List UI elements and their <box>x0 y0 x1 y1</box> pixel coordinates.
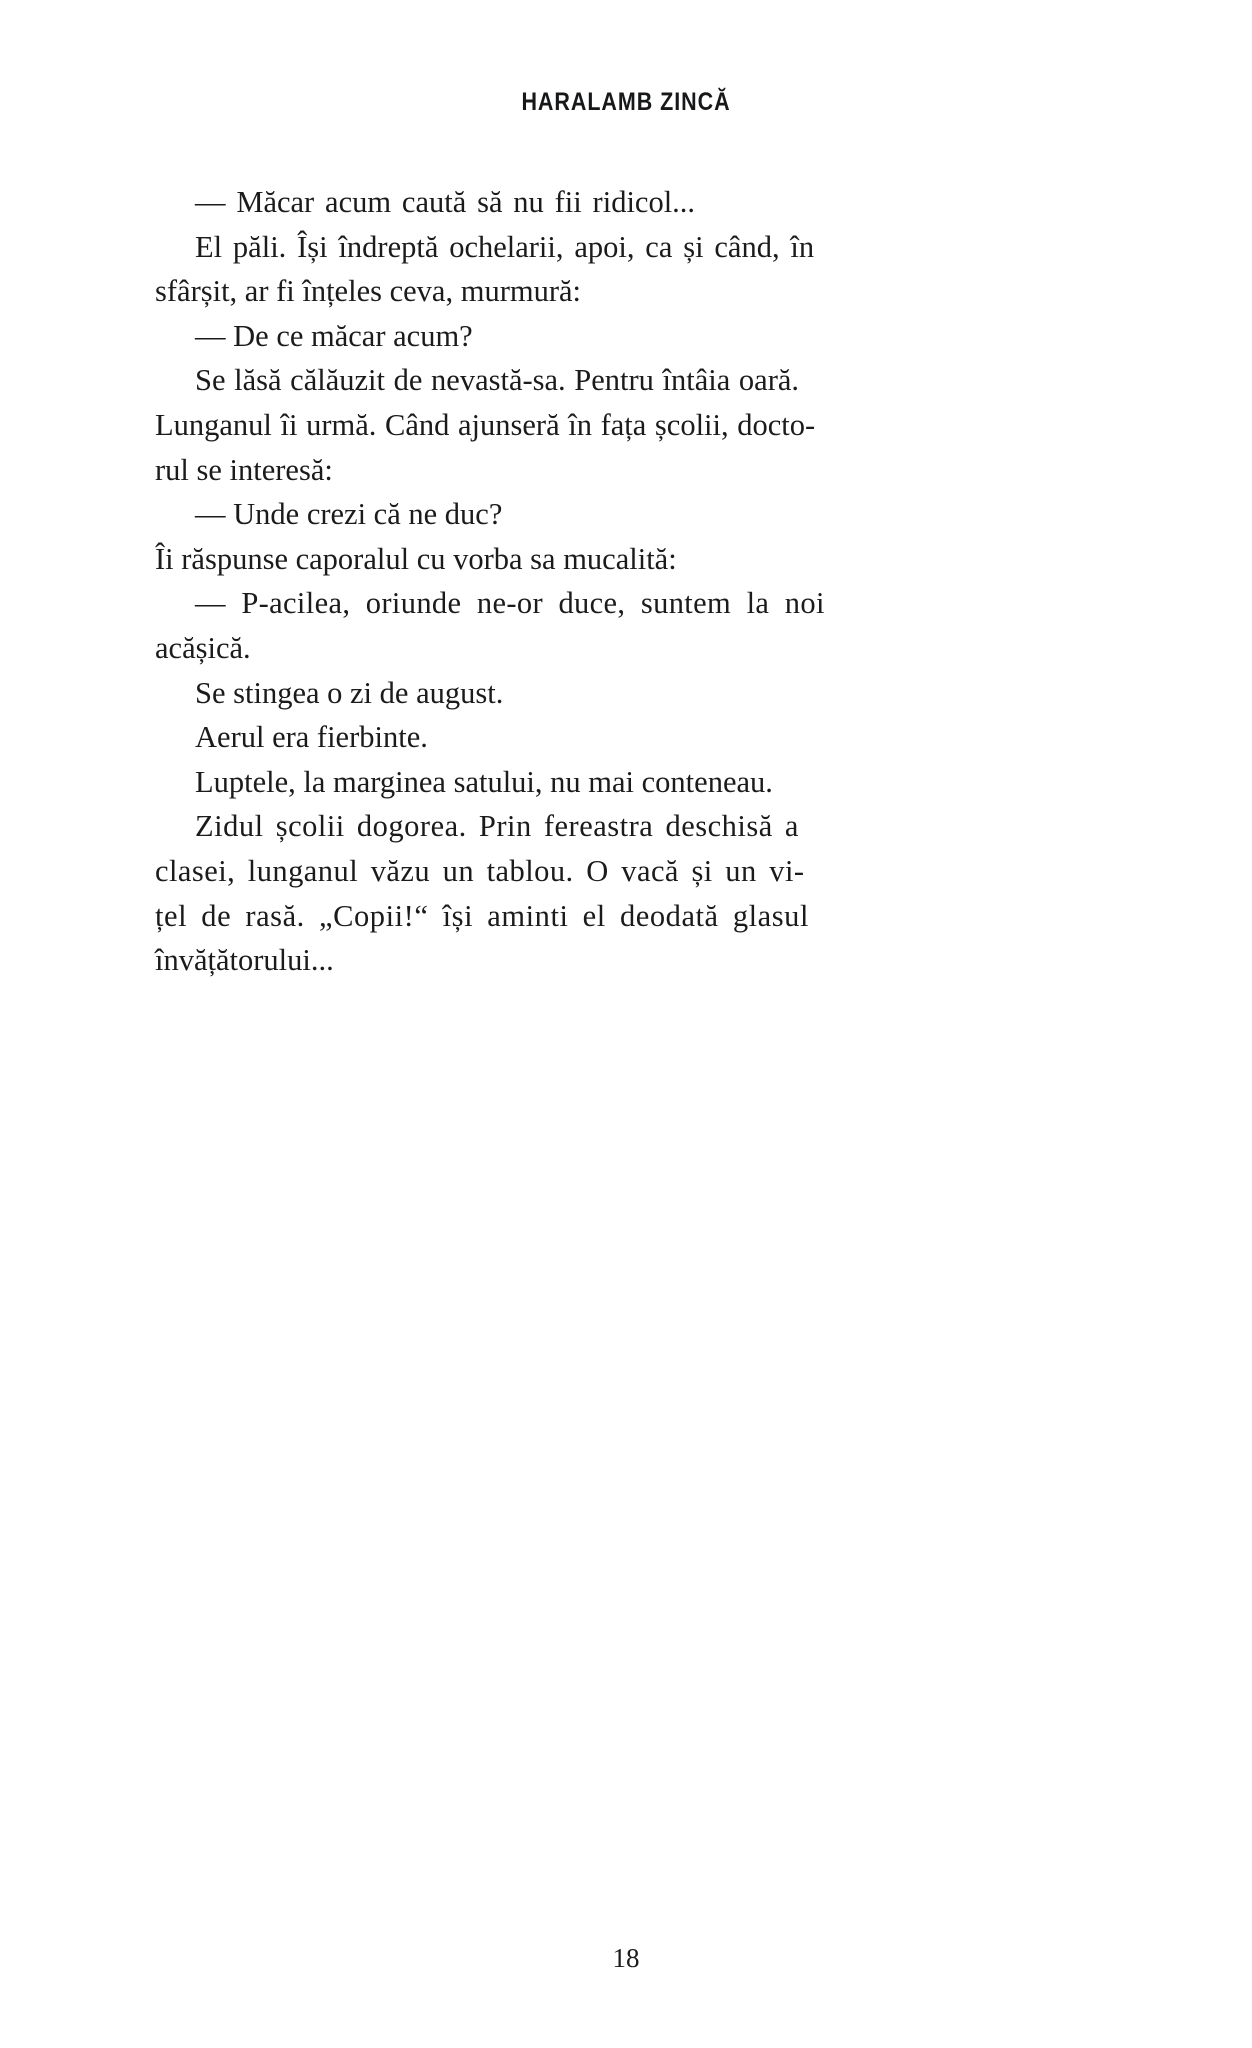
body-line: Zidul școlii dogorea. Prin fereastra deschisă a <box>195 809 799 844</box>
page-number: 18 <box>612 1943 640 1973</box>
body-line: Se lăsă călăuzit de nevastă-sa. Pentru întâia oară. <box>195 363 800 398</box>
body-line: rul se interesă: <box>155 452 333 487</box>
body-line: învățătorului... <box>155 943 334 978</box>
body-text <box>155 180 870 983</box>
body-line: — De ce măcar acum? <box>195 318 473 353</box>
body-line: țel de rasă. „Copii!“ își aminti el deodată glasul <box>155 898 809 933</box>
body-line: Se stingea o zi de august. <box>195 675 504 710</box>
body-line: acășică. <box>155 630 251 665</box>
body-line: — Unde crezi că ne duc? <box>195 497 503 532</box>
body-line: clasei, lunganul văzu un tablou. O vacă și un vi- <box>155 853 805 888</box>
body-line: El păli. Își îndreptă ochelarii, apoi, ca și când, în <box>195 229 815 264</box>
body-line: Luptele, la marginea satului, nu mai conteneau. <box>195 764 773 799</box>
body-line: Îi răspunse caporalul cu vorba sa mucalită: <box>155 541 677 576</box>
body-line: — Măcar acum caută să nu fii ridicol... <box>195 185 696 219</box>
running-head-author: HARALAMB ZINCĂ <box>521 88 731 116</box>
body-line: sfârșit, ar fi înțeles ceva, murmură: <box>155 274 581 309</box>
body-line: Aerul era fierbinte. <box>195 720 428 755</box>
body-line: — P-acilea, oriunde ne-or duce, suntem la noi <box>195 586 825 621</box>
body-line: Lunganul îi urmă. Când ajunseră în fața școlii, docto- <box>155 407 816 442</box>
